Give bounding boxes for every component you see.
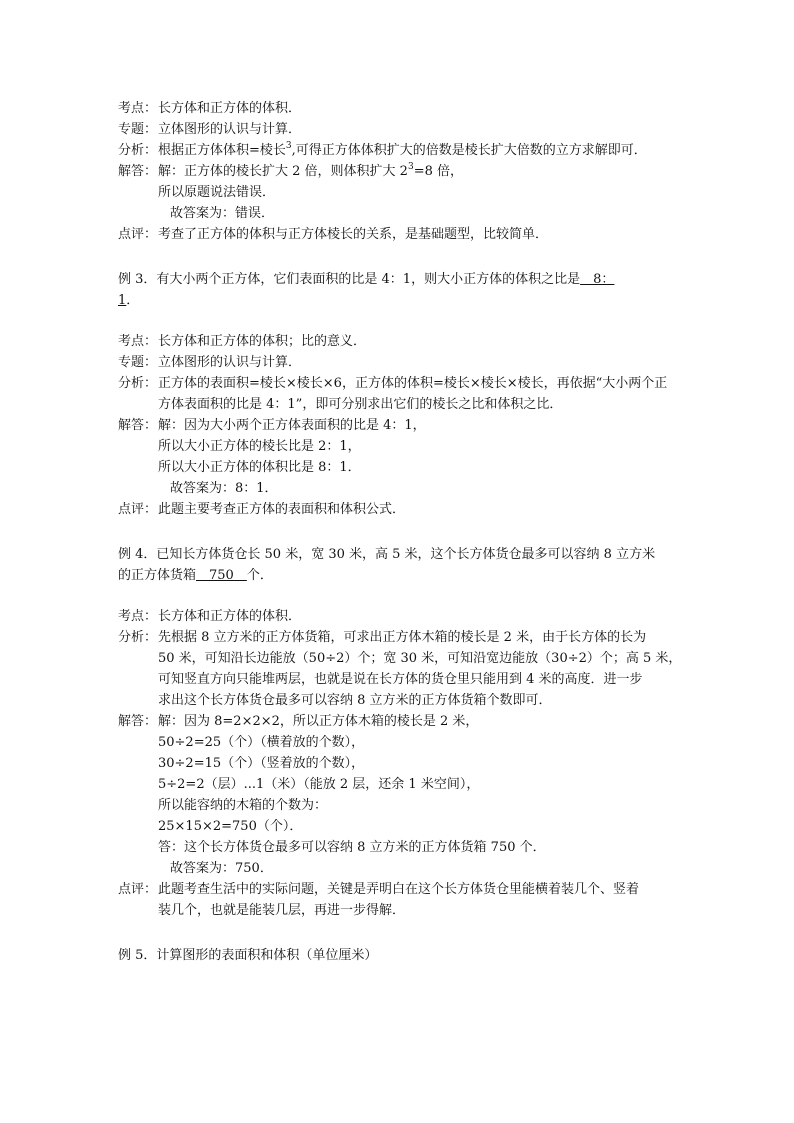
ex4-question-end: 个．: [246, 568, 273, 583]
example-5-question: [118, 945, 678, 966]
ex4-fenxi-line-1: 先根据 8 立方米的正方体货箱，可求出正方体木箱的棱长是 2 米，由于长方体的长为: [158, 630, 647, 645]
ex4-dianping-line-2: 装几个，也就是能装几层，再进一步得解．: [158, 903, 406, 918]
dianping-text: 考查了正方体的体积与正方体棱长的关系，是基础题型，比较简单．: [158, 227, 549, 242]
kaodian-row: [118, 98, 678, 119]
ex3-fenxi-line-1: 正方体的表面积=棱长×棱长×6，正方体的体积=棱长×棱长×棱长，再依据“大小两个正: [158, 376, 668, 391]
jieda-label: 解答：: [118, 164, 158, 179]
example-3-question: [118, 269, 678, 311]
ex4-jieda-row: [118, 711, 678, 732]
zhuanti-text: 立体图形的认识与计算．: [158, 122, 302, 137]
ex3-question-text: 例 3．有大小两个正方体，它们表面积的比是 4：1，则大小正方体的体积之比是: [118, 272, 581, 287]
ex4-step-6: 答：这个长方体货仓最多可以容纳 8 立方米的正方体货箱 750 个．: [158, 840, 546, 855]
ex4-step-4: 所以能容纳的木箱的个数为：: [158, 798, 328, 813]
ex3-question-end: ．: [126, 293, 140, 308]
dianping-label: 点评：: [118, 227, 158, 242]
ex4-step-1: 50÷2=25（个）（横着放的个数），: [158, 735, 365, 750]
jieda-row: [118, 161, 678, 182]
ex4-kaodian-label: 考点：: [118, 609, 158, 624]
ex4-question-line-2: [118, 565, 678, 586]
answer-line: 故答案为：错误．: [170, 206, 275, 221]
ex4-dianping-label: 点评：: [118, 882, 158, 897]
ex3-jieda-line-2: 所以大小正方体的棱长比是 2：1，: [158, 439, 361, 454]
ex4-fenxi-line-2: 50 米，可知沿长边能放（50÷2）个；宽 30 米，可知沿宽边能放（30÷2）个；高 5 米，: [158, 651, 682, 666]
zhuanti-row: [118, 119, 678, 140]
ex4-fenxi-row: [118, 627, 678, 648]
ex4-kaodian-text: 长方体和正方体的体积．: [158, 609, 302, 624]
fenxi-text: [158, 140, 678, 161]
ex3-question-line-1: [118, 269, 678, 290]
ex3-fenxi-label: 分析：: [118, 376, 158, 391]
ex4-step-5: 25×15×2=750（个）．: [158, 819, 303, 834]
solution-block-1: [118, 98, 678, 245]
fenxi-row: [118, 140, 678, 161]
ex3-jieda-line-1: 解：因为大小两个正方体表面积的比是 4：1，: [158, 418, 426, 433]
ex4-fenxi-line-4: 求出这个长方体货仓最多可以容纳 8 立方米的正方体货箱个数即可．: [158, 693, 552, 708]
dianping-row: [118, 224, 678, 245]
fenxi-sup: 3: [285, 141, 292, 151]
ex4-step-3: 5÷2=2（层）...1（米）（能放 2 层，还余 1 米空间），: [158, 777, 480, 792]
jieda-pre: 解：正方体的棱长扩大 2 倍，则体积扩大 2: [158, 164, 408, 179]
ex4-jieda-label: 解答：: [118, 714, 158, 729]
ex3-kaodian-row: [118, 331, 678, 352]
jieda-line-2: 所以原题说法错误．: [158, 185, 276, 200]
fenxi-post: ,可得正方体体积扩大的倍数是棱长扩大倍数的立方求解即可．: [291, 143, 647, 158]
ex3-jieda-line-3: 所以大小正方体的体积比是 8：1．: [158, 460, 361, 475]
ex3-answer-part-1: 8：: [580, 272, 615, 287]
example-4-question: [118, 544, 678, 586]
ex3-fenxi-row: [118, 373, 678, 394]
example-3-solution: [118, 331, 678, 520]
ex3-jieda-row: [118, 415, 678, 436]
ex3-answer-line: 故答案为：8：1．: [170, 481, 278, 496]
example-4-solution: [118, 606, 682, 921]
ex4-question-line-1: 例 4．已知长方体货仓长 50 米，宽 30 米，高 5 米，这个长方体货仓最多可以容纳 8 立方米: [118, 547, 656, 562]
kaodian-label: 考点：: [118, 101, 158, 116]
ex4-dianping-line-1: 此题考查生活中的实际问题，关键是弄明白在这个长方体货仓里能横着装几个、竖着: [158, 882, 640, 897]
ex3-zhuanti-text: 立体图形的认识与计算．: [158, 355, 302, 370]
ex4-question-text: 的正方体货箱: [118, 568, 197, 583]
ex3-zhuanti-row: [118, 352, 678, 373]
ex4-answer-blank: 750: [196, 568, 247, 583]
ex3-dianping-text: 此题主要考查正方体的表面积和体积公式．: [158, 502, 406, 517]
fenxi-label: 分析：: [118, 143, 158, 158]
jieda-post: =8 倍，: [413, 164, 463, 179]
ex3-dianping-row: [118, 499, 678, 520]
ex4-fenxi-line-3: 可知竖直方向只能堆两层，也就是说在长方体的货仓里只能用到 4 米的高度．进一步: [158, 672, 643, 687]
kaodian-text: 长方体和正方体的体积．: [158, 101, 302, 116]
ex4-step-2: 30÷2=15（个）（竖着放的个数），: [158, 756, 365, 771]
ex3-answer-part-2: 1: [118, 293, 127, 308]
ex4-answer-line: 故答案为：750．: [170, 861, 273, 876]
ex3-kaodian-text: 长方体和正方体的体积；比的意义．: [158, 334, 367, 349]
ex3-fenxi-line-2: 方体表面积的比是 4：1”，即可分别求出它们的棱长之比和体积之比．: [158, 397, 563, 412]
ex3-jieda-label: 解答：: [118, 418, 158, 433]
ex4-dianping-row: [118, 879, 678, 900]
ex4-fenxi-label: 分析：: [118, 630, 158, 645]
jieda-sup: 3: [407, 162, 414, 172]
ex4-jieda-line-1: 解：因为 8=2×2×2，所以正方体木箱的棱长是 2 米，: [158, 714, 479, 729]
ex3-kaodian-label: 考点：: [118, 334, 158, 349]
ex4-kaodian-row: [118, 606, 678, 627]
ex5-question-line: 例 5．计算图形的表面积和体积（单位厘米）: [118, 948, 378, 963]
ex3-dianping-label: 点评：: [118, 502, 158, 517]
zhuanti-label: 专题：: [118, 122, 158, 137]
fenxi-pre: 根据正方体体积=棱长: [158, 143, 286, 158]
ex3-zhuanti-label: 专题：: [118, 355, 158, 370]
jieda-text: [158, 161, 678, 182]
ex3-question-line-2: [118, 290, 678, 311]
